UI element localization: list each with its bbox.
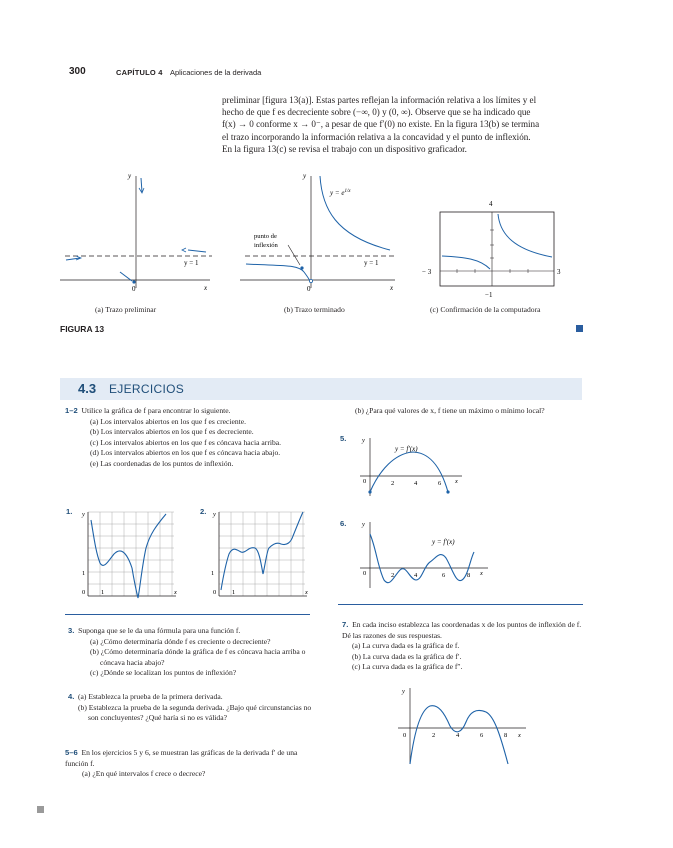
exercise-lead: Utilice la gráfica de f para encontrar lo siguiente. bbox=[81, 406, 231, 415]
graph-1 bbox=[76, 508, 181, 603]
exercise-1-2 bbox=[65, 406, 310, 470]
exercise-item: (b) Los intervalos abiertos en los que f es decreciente. bbox=[90, 427, 254, 437]
x-axis-label: x bbox=[204, 284, 208, 292]
tick-label: 6 bbox=[438, 480, 442, 487]
exercise-lead: En cada inciso establezca las coordenadas x de los puntos de inflexión de f. Dé las razones de sus respuestas. bbox=[342, 620, 582, 640]
x-axis-label: x bbox=[305, 589, 308, 596]
tick-label: 4 bbox=[456, 732, 460, 739]
curve-piece bbox=[188, 250, 206, 252]
origin-label: 0 bbox=[363, 570, 367, 577]
exercise-item: (a) ¿En qué intervalos f crece o decrece? bbox=[82, 769, 206, 779]
curve-piece bbox=[141, 178, 142, 192]
exercise-7 bbox=[342, 620, 582, 673]
y-axis-label: y bbox=[362, 437, 365, 444]
exercise-item: (b) La curva dada es la gráfica de f′. bbox=[352, 651, 462, 661]
graph-5 bbox=[350, 434, 465, 499]
curve-right bbox=[320, 176, 390, 250]
graph-number: 5. bbox=[340, 434, 347, 443]
x-axis-label: x bbox=[455, 478, 458, 485]
tick-label: 4 bbox=[414, 572, 418, 579]
tick-label: 6 bbox=[442, 572, 446, 579]
chapter-title: Aplicaciones de la derivada bbox=[170, 68, 262, 77]
page-marker bbox=[37, 806, 44, 813]
figure-13a-caption: (a) Trazo preliminar bbox=[95, 305, 157, 314]
y-axis-label: y bbox=[303, 172, 307, 180]
exercise-item: (c) ¿Dónde se localizan los puntos de inflexión? bbox=[90, 668, 237, 678]
origin-label: 0 bbox=[82, 589, 86, 596]
curve-left bbox=[246, 264, 310, 281]
y-axis-label: y bbox=[213, 511, 216, 518]
tick-label: 4 bbox=[414, 480, 418, 487]
curve-label: $y = e^{1/x}$ bbox=[330, 189, 351, 197]
chapter-label: CAPÍTULO 4 bbox=[116, 68, 163, 77]
end-marker bbox=[576, 325, 583, 332]
y-axis-label: y bbox=[82, 511, 85, 518]
graph-number: 2. bbox=[200, 507, 207, 516]
curve-label: y = f′(x) bbox=[432, 538, 455, 546]
graph-2 bbox=[207, 508, 312, 603]
origin-label: 0 bbox=[403, 732, 407, 739]
x-axis-label: x bbox=[480, 570, 483, 577]
exercise-lead: En los ejercicios 5 y 6, se muestran las gráficas de la derivada f′ de una función f. bbox=[65, 748, 298, 768]
open-point bbox=[309, 279, 312, 282]
curve-label: y = f′(x) bbox=[395, 445, 418, 453]
tick-label: 6 bbox=[480, 732, 484, 739]
tick-label-left: − 3 bbox=[422, 268, 432, 276]
x-axis-label: x bbox=[174, 589, 177, 596]
tick-label-bottom: −1 bbox=[485, 291, 493, 299]
tick-label: 8 bbox=[504, 732, 508, 739]
intro-line: el trazo incorporando la información relativa a la concavidad y el punto de inflexión. bbox=[222, 131, 531, 142]
intro-line: f(x) → 0 conforme x → 0⁻, a pesar de que f′(0) no existe. En la figura 13(b) se termina bbox=[222, 119, 540, 130]
tick-label: 2 bbox=[432, 732, 436, 739]
inflection-label-1: punto de bbox=[254, 233, 277, 240]
exercise-number: 4. bbox=[68, 692, 75, 701]
exercise-item: (b) ¿Cómo determinaría dónde la gráfica de f es cóncava hacia arriba o cóncava hacia abajo? bbox=[90, 647, 306, 667]
exercise-number: 1–2 bbox=[65, 406, 78, 415]
intro-line: hecho de que f es decreciente sobre (−∞, 0) y (0, ∞). Observe que se ha indicado que bbox=[222, 107, 531, 118]
tick-label-top: 4 bbox=[489, 200, 493, 208]
tick-label: 2 bbox=[391, 480, 395, 487]
function-curve bbox=[221, 512, 303, 590]
asymptote-label: y = 1 bbox=[184, 259, 199, 267]
curve-right bbox=[498, 214, 552, 257]
grid bbox=[219, 512, 305, 596]
tick-y-1: 1 bbox=[82, 570, 86, 577]
tick-label-right: 3 bbox=[557, 268, 561, 276]
exercise-3 bbox=[68, 626, 313, 679]
exercise-4 bbox=[68, 692, 313, 724]
divider bbox=[65, 614, 310, 615]
exercise-item: (c) La curva dada es la gráfica de f″. bbox=[352, 662, 463, 672]
curve-piece bbox=[120, 272, 132, 281]
intro-line: preliminar [figura 13(a)]. Estas partes reflejan la información relativa a los límites y el bbox=[222, 95, 537, 105]
exercise-item: (c) Los intervalos abiertos en los que f es cóncava hacia arriba. bbox=[90, 437, 282, 447]
figure-label: FIGURA 13 bbox=[60, 324, 105, 334]
exercise-lead: Suponga que se le da una fórmula para una función f. bbox=[78, 626, 241, 635]
graph-number: 1. bbox=[66, 507, 73, 516]
page-number: 300 bbox=[69, 66, 86, 77]
curve-left bbox=[442, 256, 490, 269]
exercise-item: (b) Establezca la prueba de la segunda derivada. ¿Bajo qué circunstancias no son concluyentes? ¿Qué haría si no es válida? bbox=[78, 702, 312, 723]
tick-x-1: 1 bbox=[101, 589, 105, 596]
origin-label: 0 bbox=[363, 478, 367, 485]
origin-label: 0 bbox=[213, 589, 217, 596]
asymptote-label: y = 1 bbox=[364, 259, 379, 267]
function-curve bbox=[91, 514, 166, 598]
exercise-item: (d) Los intervalos abiertos en los que f es cóncava hacia abajo. bbox=[90, 448, 281, 458]
graph-6 bbox=[350, 518, 490, 590]
graph-number: 6. bbox=[340, 519, 347, 528]
exercise-item: (a) Los intervalos abiertos en los que f es creciente. bbox=[90, 416, 247, 426]
exercise-number: 5–6 bbox=[65, 748, 78, 757]
endpoint bbox=[368, 490, 371, 493]
screen-frame bbox=[440, 212, 554, 286]
y-axis-label: y bbox=[402, 688, 405, 695]
y-axis-label: y bbox=[128, 172, 132, 180]
open-point bbox=[132, 280, 135, 283]
endpoint bbox=[446, 490, 449, 493]
divider bbox=[338, 604, 583, 605]
tick-label: 8 bbox=[467, 572, 471, 579]
exercise-number: 7. bbox=[342, 620, 349, 629]
graph-7 bbox=[390, 684, 530, 766]
exercise-item: (a) ¿Cómo determinaría dónde f es creciente o decreciente? bbox=[90, 636, 271, 646]
intro-line: En la figura 13(c) se revisa el trabajo con un dispositivo graficador. bbox=[222, 143, 467, 154]
exercise-number: 3. bbox=[68, 626, 75, 635]
origin-label: 0 bbox=[132, 285, 136, 293]
tick-marks bbox=[457, 230, 528, 273]
figure-13b-caption: (b) Trazo terminado bbox=[284, 305, 345, 314]
inflection-label-2: inflexión bbox=[254, 242, 278, 249]
grid bbox=[88, 512, 174, 596]
arrow-icon bbox=[182, 248, 186, 252]
derivative-curve bbox=[370, 534, 474, 583]
x-axis-label: x bbox=[518, 732, 521, 739]
tick-y-1: 1 bbox=[211, 570, 215, 577]
figure-13a bbox=[60, 168, 220, 298]
y-axis-label: y bbox=[362, 521, 365, 528]
exercise-5-6-b: (b) ¿Para qué valores de x, f tiene un máximo o mínimo local? bbox=[355, 406, 545, 415]
callout-line bbox=[288, 245, 300, 265]
x-axis-label: x bbox=[390, 284, 394, 292]
exercise-5-6 bbox=[65, 748, 310, 780]
section-title: EJERCICIOS bbox=[109, 382, 185, 396]
intro-paragraph bbox=[222, 94, 602, 155]
tick-x-1: 1 bbox=[232, 589, 236, 596]
figure-13c-caption: (c) Confirmación de la computadora bbox=[430, 305, 541, 314]
origin-label: 0 bbox=[307, 285, 311, 293]
exercise-item: (e) Las coordenadas de los puntos de inflexión. bbox=[90, 458, 234, 468]
inflection-point bbox=[300, 266, 303, 269]
tick-label: 2 bbox=[391, 572, 395, 579]
derivative-curve bbox=[370, 452, 448, 492]
exercise-item: (a) Establezca la prueba de la primera derivada. bbox=[78, 692, 223, 701]
figure-13c bbox=[420, 195, 570, 305]
exercise-item: (a) La curva dada es la gráfica de f. bbox=[352, 641, 460, 651]
section-number: 4.3 bbox=[78, 381, 97, 396]
figure-13b bbox=[240, 168, 400, 298]
